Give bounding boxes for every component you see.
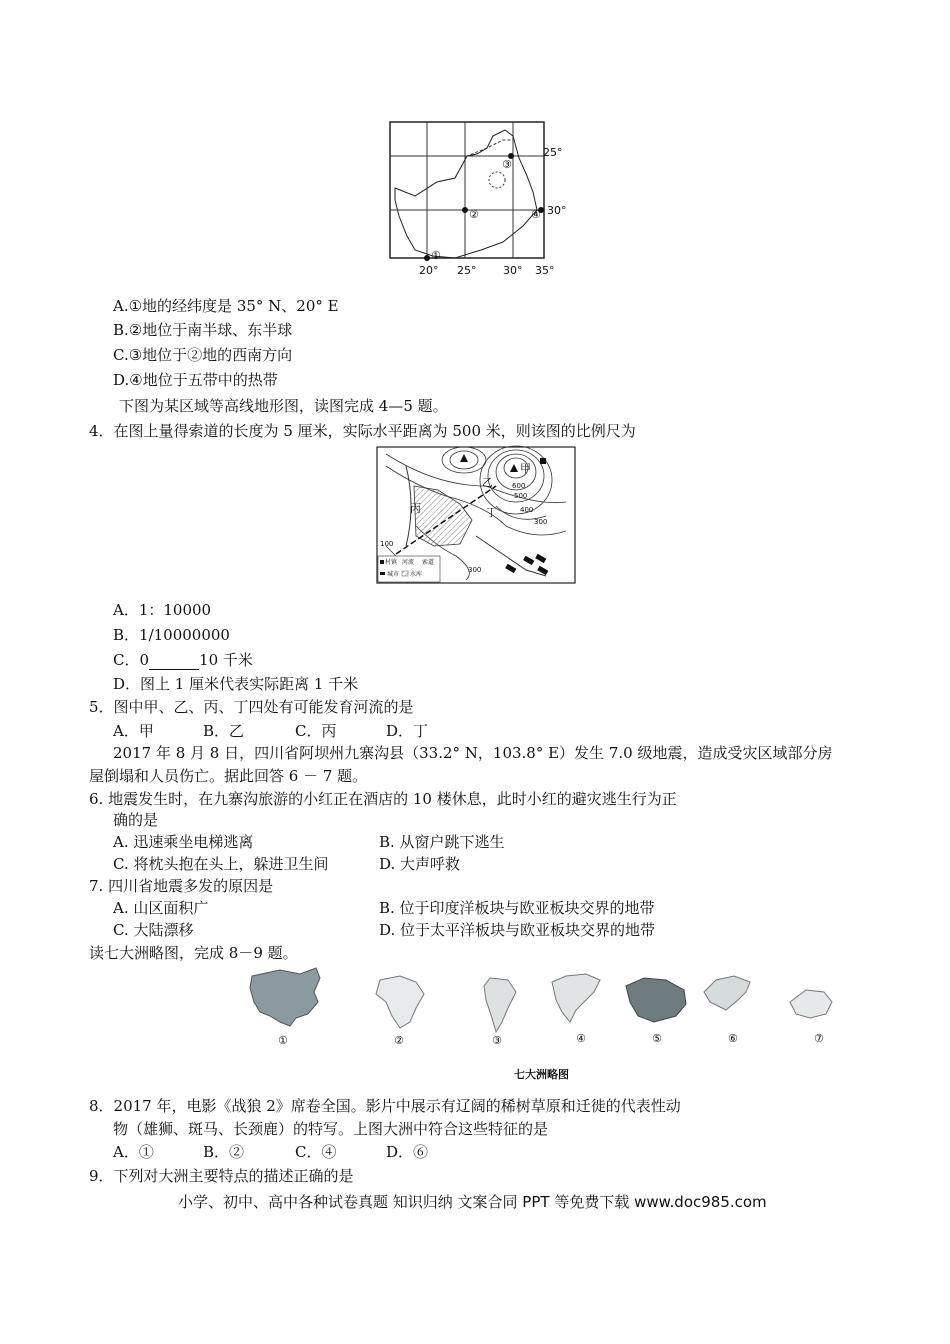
africa-grid-map <box>385 118 575 280</box>
q4-option-a: A．1：10000 <box>113 601 212 619</box>
lon-25-label: 25° <box>457 264 477 277</box>
lon-35-label: 35° <box>535 264 555 277</box>
q8-option-a: A．① <box>113 1143 154 1161</box>
q4-option-c-start: C．0 <box>113 651 150 669</box>
q4-option-b: B．1/10000000 <box>113 626 230 644</box>
q8-stem-line2: 物（雄狮、斑马、长颈鹿）的特写。上图大洲中符合这些特征的是 <box>113 1120 549 1138</box>
oceania-shape <box>790 990 832 1018</box>
q4-option-c-end: 10 千米 <box>199 651 253 669</box>
q5-option-d: D．丁 <box>386 722 429 740</box>
q6-option-c: C. 将枕头抱在头上，躲进卫生间 <box>113 855 329 873</box>
q4-stem: 4．在图上量得索道的长度为 5 厘米，实际水平距离为 500 米，则该图的比例尺为 <box>89 422 636 440</box>
q5-option-a: A．甲 <box>113 722 154 740</box>
continent-num-7: ⑦ <box>814 1032 824 1045</box>
africa-shape <box>376 976 424 1028</box>
contour-300-b: 300 <box>468 566 482 574</box>
continents-caption: 七大洲略图 <box>514 1068 569 1081</box>
continents-figure <box>240 962 870 1052</box>
label-jia: 甲 <box>520 462 531 475</box>
antarctica-shape <box>626 978 686 1022</box>
north-america-shape <box>552 974 600 1022</box>
q5-option-b: B．乙 <box>203 722 245 740</box>
lon-30-label: 30° <box>503 264 523 277</box>
europe-shape <box>704 976 750 1010</box>
continent-num-2: ② <box>394 1034 404 1047</box>
q7-option-b: B. 位于印度洋板块与欧亚板块交界的地带 <box>379 899 655 917</box>
contour-400: 400 <box>520 506 534 514</box>
lat-30-label: 30° <box>547 204 567 217</box>
continent-num-4: ④ <box>576 1032 586 1045</box>
intro-6-7-line2: 屋倒塌和人员伤亡。据此回答 6 － 7 题。 <box>89 767 368 785</box>
q3-option-a: A.①地的经纬度是 35° N、20° E <box>113 297 339 315</box>
legend-reservoir: 水库 <box>410 571 423 578</box>
continent-num-5: ⑤ <box>652 1032 662 1045</box>
point-2-label: ② <box>469 208 479 221</box>
south-america-shape <box>484 978 516 1032</box>
q7-option-d: D. 位于太平洋板块与欧亚板块交界的地带 <box>379 921 656 939</box>
label-bing: 丙 <box>410 502 421 515</box>
q3-option-d: D.④地位于五带中的热带 <box>113 371 278 389</box>
q3-option-c: C.③地位于②地的西南方向 <box>113 346 293 364</box>
continent-num-3: ③ <box>492 1034 502 1047</box>
q5-option-c: C．丙 <box>295 722 337 740</box>
q8-stem-line1: 8．2017 年，电影《战狼 2》席卷全国。影片中展示有辽阔的稀树草原和迁徙的代表性动 <box>89 1097 681 1115</box>
contour-100: 100 <box>380 540 394 548</box>
point-1-label: ① <box>431 249 441 262</box>
asia-shape <box>250 968 320 1026</box>
scale-bar <box>149 655 199 670</box>
point-4-label: ④ <box>531 208 541 221</box>
intro-6-7-line1: 2017 年 8 月 8 日，四川省阿坝州九寨沟县（33.2° N，103.8° E）发生 7.0 级地震，造成受灾区域部分房 <box>113 744 833 762</box>
q6-option-b: B. 从窗户跳下逃生 <box>379 833 505 851</box>
q5-stem: 5．图中甲、乙、丙、丁四处有可能发育河流的是 <box>89 698 414 716</box>
legend-cableway: 索道 <box>422 559 435 566</box>
q6-stem-line1: 6. 地震发生时，在九寨沟旅游的小红正在酒店的 10 楼休息，此时小红的避灾逃生行为正 <box>89 790 677 808</box>
contour-300: 300 <box>534 518 548 526</box>
lon-20-label: 20° <box>419 264 439 277</box>
point-3-label: ③ <box>502 158 512 171</box>
q7-option-a: A. 山区面积广 <box>113 899 209 917</box>
label-yi: 乙 <box>482 476 493 489</box>
q4-option-c <box>113 650 253 670</box>
q6-stem-line2: 确的是 <box>113 811 159 829</box>
q8-option-c: C．④ <box>295 1143 337 1161</box>
q8-option-b: B．② <box>203 1143 245 1161</box>
q6-option-a: A. 迅速乘坐电梯逃离 <box>113 833 254 851</box>
q6-option-d: D. 大声呼救 <box>379 855 461 873</box>
q9-stem: 9．下列对大洲主要特点的描述正确的是 <box>89 1167 354 1185</box>
label-ding: 丁 <box>486 506 497 519</box>
contour-map <box>376 446 576 584</box>
continent-num-6: ⑥ <box>728 1032 738 1045</box>
map-legend <box>378 556 440 582</box>
contour-600: 600 <box>512 482 526 490</box>
q7-stem: 7. 四川省地震多发的原因是 <box>89 877 274 895</box>
legend-village: 村镇 <box>385 559 398 566</box>
lat-25-label: 25° <box>543 146 563 159</box>
legend-river: 河流 <box>402 559 415 566</box>
legend-city: 城市 <box>387 571 400 578</box>
intro-8-9: 读七大洲略图，完成 8－9 题。 <box>89 944 298 962</box>
page-footer: 小学、初中、高中各种试卷真题 知识归纳 文案合同 PPT 等免费下载 www.doc985.com <box>178 1193 767 1211</box>
intro-4-5: 下图为某区域等高线地形图，读图完成 4—5 题。 <box>119 397 448 415</box>
contour-500: 500 <box>514 492 528 500</box>
continent-num-1: ① <box>278 1034 288 1047</box>
q3-option-b: B.②地位于南半球、东半球 <box>113 321 293 339</box>
q7-option-c: C. 大陆漂移 <box>113 921 194 939</box>
q4-option-d: D．图上 1 厘米代表实际距离 1 千米 <box>113 675 359 693</box>
q8-option-d: D．⑥ <box>386 1143 429 1161</box>
